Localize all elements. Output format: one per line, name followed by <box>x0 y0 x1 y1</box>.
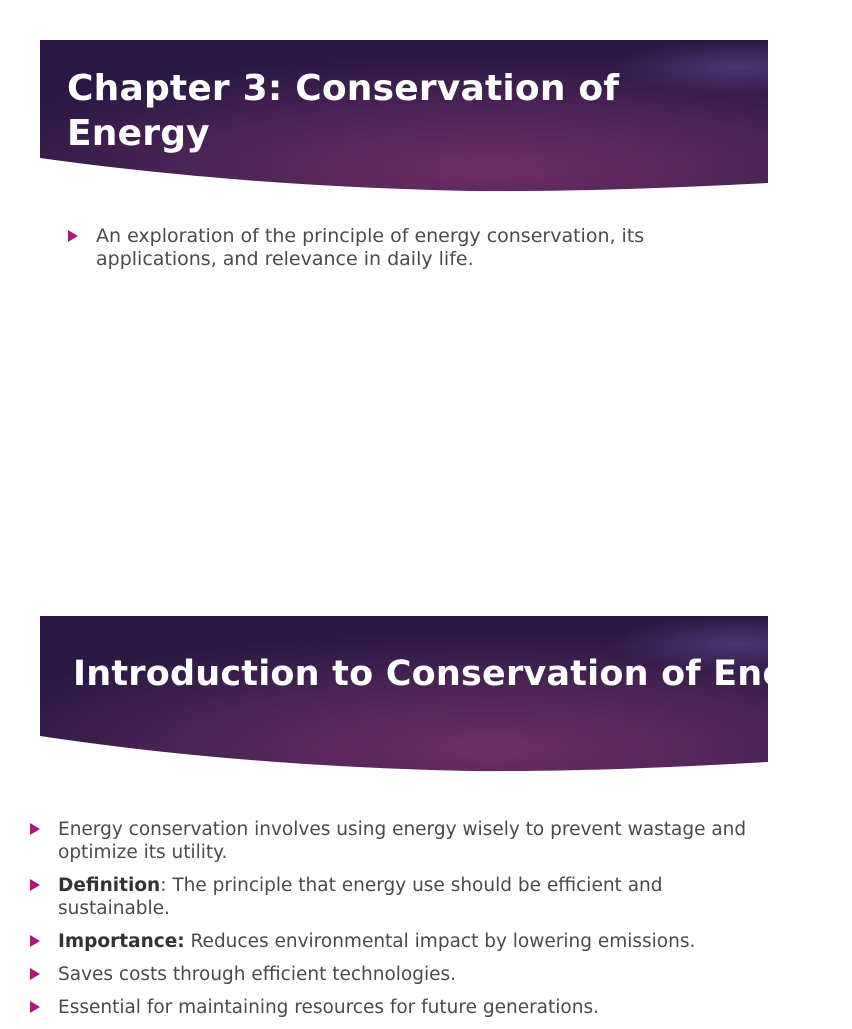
bullet-arrow-icon <box>30 879 40 891</box>
bullet-arrow-icon <box>30 935 40 947</box>
bullet-bold: Definition <box>58 875 161 896</box>
bullet-text: Saves costs through efficient technologies. <box>58 964 457 985</box>
bullet-arrow-icon <box>30 1001 40 1013</box>
list-item <box>30 874 750 920</box>
bullet-arrow-icon <box>30 968 40 980</box>
slide-title: Chapter 3: Conservation of Energy <box>67 68 620 154</box>
bullet-text: : The principle that energy use should be efficient and sustainable. <box>58 875 663 919</box>
title-banner <box>40 616 852 776</box>
list-item <box>68 225 708 271</box>
bullet-arrow-icon <box>30 823 40 835</box>
bullet-list <box>68 225 708 281</box>
bullet-bold: Importance: <box>58 931 185 952</box>
banner-background <box>40 616 768 776</box>
bullet-arrow-icon <box>68 230 78 242</box>
bullet-text: Energy conservation involves using energy wisely to prevent wastage and optimize its utility. <box>58 819 747 863</box>
slide-2 <box>0 610 852 1024</box>
list-item <box>30 930 750 953</box>
bullet-text: Essential for maintaining resources for future generations. <box>58 997 599 1018</box>
list-item <box>30 996 750 1019</box>
slide-title: Introduction to Conservation of Energy <box>73 654 852 694</box>
bullet-text: An exploration of the principle of energy conservation, its applications, and relevance in daily life. <box>96 225 645 270</box>
bullet-list <box>30 818 750 1029</box>
list-item <box>30 818 750 864</box>
bullet-text: Reduces environmental impact by lowering emissions. <box>184 931 696 952</box>
list-item <box>30 963 750 986</box>
title-banner <box>40 40 768 192</box>
